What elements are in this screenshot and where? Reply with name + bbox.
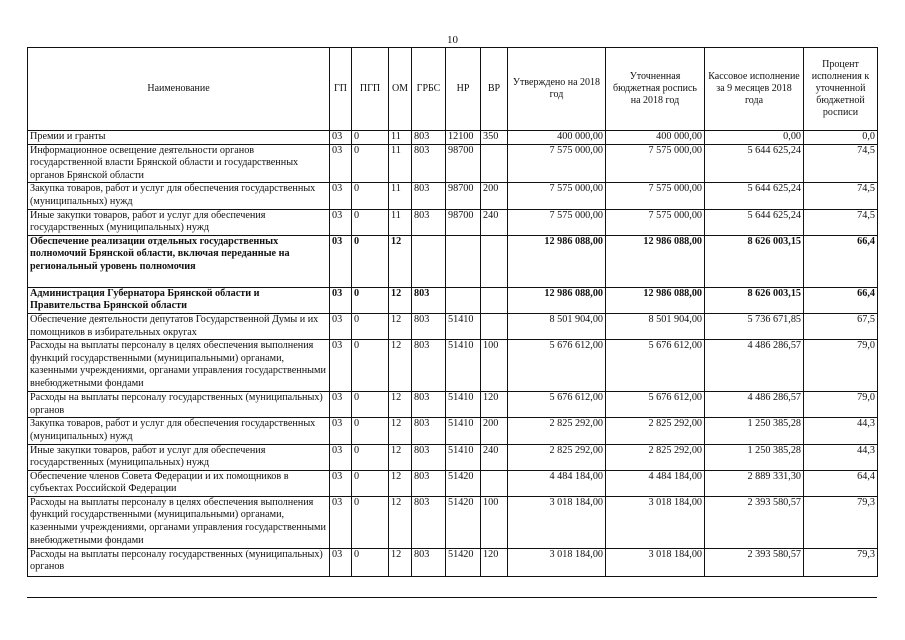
cell-pgp: 0	[352, 470, 389, 496]
cell-om: 12	[389, 418, 412, 444]
header-row	[28, 48, 878, 131]
cell-pgp: 0	[352, 183, 389, 209]
table-row	[28, 444, 878, 470]
cell-refined: 12 986 088,00	[606, 287, 705, 313]
cell-vr	[481, 144, 508, 183]
cell-om: 12	[389, 470, 412, 496]
header-vr: ВР	[481, 48, 508, 131]
cell-vr	[481, 470, 508, 496]
cell-np: 12100	[446, 131, 481, 145]
cell-name: Премии и гранты	[28, 131, 330, 145]
cell-refined: 7 575 000,00	[606, 144, 705, 183]
cell-vr: 120	[481, 392, 508, 418]
cell-pgp: 0	[352, 496, 389, 548]
cell-np: 51410	[446, 392, 481, 418]
cell-percent: 66,4	[804, 235, 878, 287]
cell-gp: 03	[330, 183, 352, 209]
cell-approved: 7 575 000,00	[508, 144, 606, 183]
cell-percent: 79,3	[804, 548, 878, 576]
cell-approved: 7 575 000,00	[508, 183, 606, 209]
cell-om: 12	[389, 287, 412, 313]
cell-vr	[481, 235, 508, 287]
cell-cash: 2 889 331,30	[705, 470, 804, 496]
cell-percent: 66,4	[804, 287, 878, 313]
cell-name: Расходы на выплаты персоналу в целях обеспечения выполнения функций государственными (муниципальными) органами, казенными учреждениями, органами управления государственными внебюджетными фондами	[28, 496, 330, 548]
cell-name: Закупка товаров, работ и услуг для обеспечения государственных (муниципальных) нужд	[28, 418, 330, 444]
cell-om: 11	[389, 144, 412, 183]
cell-grbs: 803	[412, 313, 446, 339]
cell-gp: 03	[330, 496, 352, 548]
table-row	[28, 183, 878, 209]
cell-cash: 4 486 286,57	[705, 340, 804, 392]
cell-om: 12	[389, 496, 412, 548]
cell-om: 11	[389, 183, 412, 209]
cell-percent: 79,0	[804, 392, 878, 418]
cell-om: 12	[389, 548, 412, 576]
cell-name: Обеспечение деятельности депутатов Государственной Думы и их помощников в избирательных округах	[28, 313, 330, 339]
cell-np: 51410	[446, 313, 481, 339]
cell-np: 51420	[446, 470, 481, 496]
cell-pgp: 0	[352, 287, 389, 313]
cell-percent: 74,5	[804, 144, 878, 183]
cell-percent: 44,3	[804, 444, 878, 470]
table-body	[28, 131, 878, 577]
cell-approved: 8 501 904,00	[508, 313, 606, 339]
cell-cash: 4 486 286,57	[705, 392, 804, 418]
cell-gp: 03	[330, 418, 352, 444]
cell-grbs: 803	[412, 209, 446, 235]
cell-approved: 4 484 184,00	[508, 470, 606, 496]
cell-pgp: 0	[352, 340, 389, 392]
cell-cash: 8 626 003,15	[705, 287, 804, 313]
table-row	[28, 496, 878, 548]
cell-name: Обеспечение реализации отдельных государственных полномочий Брянской области, включая переданные на региональный уровень полномочия	[28, 235, 330, 287]
cell-approved: 2 825 292,00	[508, 444, 606, 470]
cell-percent: 74,5	[804, 209, 878, 235]
cell-approved: 3 018 184,00	[508, 548, 606, 576]
cell-gp: 03	[330, 209, 352, 235]
cell-grbs: 803	[412, 340, 446, 392]
cell-cash: 5 736 671,85	[705, 313, 804, 339]
cell-np	[446, 235, 481, 287]
cell-grbs: 803	[412, 496, 446, 548]
cell-refined: 4 484 184,00	[606, 470, 705, 496]
cell-name: Обеспечение членов Совета Федерации и их помощников в субъектах Российской Федерации	[28, 470, 330, 496]
cell-gp: 03	[330, 235, 352, 287]
table-row	[28, 340, 878, 392]
cell-refined: 12 986 088,00	[606, 235, 705, 287]
cell-om: 12	[389, 444, 412, 470]
cell-cash: 2 393 580,57	[705, 548, 804, 576]
cell-gp: 03	[330, 340, 352, 392]
cell-cash: 8 626 003,15	[705, 235, 804, 287]
header-gp: ГП	[330, 48, 352, 131]
table-row	[28, 144, 878, 183]
header-percent: Процент исполнения к уточненной бюджетной росписи	[804, 48, 878, 131]
table-row	[28, 287, 878, 313]
cell-grbs: 803	[412, 548, 446, 576]
cell-cash: 1 250 385,28	[705, 418, 804, 444]
cell-percent: 79,3	[804, 496, 878, 548]
cell-gp: 03	[330, 287, 352, 313]
cell-np: 51420	[446, 496, 481, 548]
cell-om: 11	[389, 131, 412, 145]
cell-pgp: 0	[352, 418, 389, 444]
cell-percent: 0,0	[804, 131, 878, 145]
cell-refined: 2 825 292,00	[606, 418, 705, 444]
cell-refined: 2 825 292,00	[606, 444, 705, 470]
cell-grbs: 803	[412, 418, 446, 444]
cell-pgp: 0	[352, 131, 389, 145]
header-grbs: ГРБС	[412, 48, 446, 131]
cell-refined: 5 676 612,00	[606, 340, 705, 392]
cell-cash: 0,00	[705, 131, 804, 145]
cell-grbs: 803	[412, 183, 446, 209]
header-om: ОМ	[389, 48, 412, 131]
cell-name: Информационное освещение деятельности органов государственной власти Брянской области и государственных органов Брянской области	[28, 144, 330, 183]
cell-np: 98700	[446, 144, 481, 183]
cell-approved: 12 986 088,00	[508, 287, 606, 313]
header-name: Наименование	[28, 48, 330, 131]
cell-np: 51410	[446, 340, 481, 392]
table-row	[28, 470, 878, 496]
cell-pgp: 0	[352, 144, 389, 183]
cell-np: 51410	[446, 444, 481, 470]
cell-cash: 1 250 385,28	[705, 444, 804, 470]
cell-name: Расходы на выплаты персоналу государственных (муниципальных) органов	[28, 548, 330, 576]
cell-percent: 44,3	[804, 418, 878, 444]
cell-pgp: 0	[352, 235, 389, 287]
cell-vr: 100	[481, 496, 508, 548]
cell-name: Иные закупки товаров, работ и услуг для обеспечения государственных (муниципальных) нужд	[28, 209, 330, 235]
cell-name: Закупка товаров, работ и услуг для обеспечения государственных (муниципальных) нужд	[28, 183, 330, 209]
cell-grbs: 803	[412, 444, 446, 470]
cell-vr: 200	[481, 418, 508, 444]
cell-np: 98700	[446, 183, 481, 209]
cell-om: 12	[389, 313, 412, 339]
cell-cash: 2 393 580,57	[705, 496, 804, 548]
cell-vr	[481, 313, 508, 339]
cell-gp: 03	[330, 392, 352, 418]
table-row	[28, 235, 878, 287]
cell-cash: 5 644 625,24	[705, 144, 804, 183]
cell-approved: 7 575 000,00	[508, 209, 606, 235]
cell-refined: 400 000,00	[606, 131, 705, 145]
cell-grbs: 803	[412, 287, 446, 313]
cell-approved: 5 676 612,00	[508, 340, 606, 392]
cell-gp: 03	[330, 548, 352, 576]
cell-vr: 240	[481, 209, 508, 235]
cell-pgp: 0	[352, 313, 389, 339]
cell-pgp: 0	[352, 209, 389, 235]
cell-refined: 7 575 000,00	[606, 209, 705, 235]
cell-approved: 5 676 612,00	[508, 392, 606, 418]
cell-pgp: 0	[352, 548, 389, 576]
cell-vr: 240	[481, 444, 508, 470]
cell-np: 98700	[446, 209, 481, 235]
cell-vr: 100	[481, 340, 508, 392]
cell-grbs	[412, 235, 446, 287]
cell-vr: 350	[481, 131, 508, 145]
cell-gp: 03	[330, 470, 352, 496]
table-row	[28, 209, 878, 235]
table-row	[28, 131, 878, 145]
cell-np: 51420	[446, 548, 481, 576]
bottom-rule	[27, 597, 877, 598]
header-pgp: ПГП	[352, 48, 389, 131]
cell-refined: 5 676 612,00	[606, 392, 705, 418]
cell-approved: 400 000,00	[508, 131, 606, 145]
cell-om: 12	[389, 235, 412, 287]
cell-pgp: 0	[352, 392, 389, 418]
cell-approved: 12 986 088,00	[508, 235, 606, 287]
cell-gp: 03	[330, 131, 352, 145]
cell-name: Расходы на выплаты персоналу государственных (муниципальных) органов	[28, 392, 330, 418]
table-row	[28, 313, 878, 339]
cell-om: 12	[389, 392, 412, 418]
cell-grbs: 803	[412, 144, 446, 183]
cell-refined: 8 501 904,00	[606, 313, 705, 339]
table-row	[28, 548, 878, 576]
cell-grbs: 803	[412, 470, 446, 496]
cell-cash: 5 644 625,24	[705, 209, 804, 235]
cell-refined: 7 575 000,00	[606, 183, 705, 209]
cell-percent: 67,5	[804, 313, 878, 339]
header-refined: Уточненная бюджетная роспись на 2018 год	[606, 48, 705, 131]
cell-gp: 03	[330, 444, 352, 470]
cell-gp: 03	[330, 144, 352, 183]
cell-approved: 2 825 292,00	[508, 418, 606, 444]
cell-vr: 200	[481, 183, 508, 209]
cell-vr: 120	[481, 548, 508, 576]
cell-om: 12	[389, 340, 412, 392]
cell-percent: 74,5	[804, 183, 878, 209]
cell-refined: 3 018 184,00	[606, 496, 705, 548]
cell-np	[446, 287, 481, 313]
cell-name: Администрация Губернатора Брянской области и Правительства Брянской области	[28, 287, 330, 313]
cell-percent: 79,0	[804, 340, 878, 392]
cell-np: 51410	[446, 418, 481, 444]
cell-grbs: 803	[412, 392, 446, 418]
cell-refined: 3 018 184,00	[606, 548, 705, 576]
cell-percent: 64,4	[804, 470, 878, 496]
cell-gp: 03	[330, 313, 352, 339]
cell-name: Иные закупки товаров, работ и услуг для обеспечения государственных (муниципальных) нужд	[28, 444, 330, 470]
cell-pgp: 0	[352, 444, 389, 470]
cell-approved: 3 018 184,00	[508, 496, 606, 548]
cell-grbs: 803	[412, 131, 446, 145]
cell-vr	[481, 287, 508, 313]
table-row	[28, 392, 878, 418]
cell-name: Расходы на выплаты персоналу в целях обеспечения выполнения функций государственными (муниципальными) органами, казенными учреждениями, органами управления государственными внебюджетными фондами	[28, 340, 330, 392]
table-row	[28, 418, 878, 444]
header-approved: Утверждено на 2018 год	[508, 48, 606, 131]
header-np: НР	[446, 48, 481, 131]
page-number: 10	[447, 34, 458, 46]
cell-om: 11	[389, 209, 412, 235]
budget-table	[27, 47, 878, 577]
cell-cash: 5 644 625,24	[705, 183, 804, 209]
header-cash: Кассовое исполнение за 9 месяцев 2018 года	[705, 48, 804, 131]
